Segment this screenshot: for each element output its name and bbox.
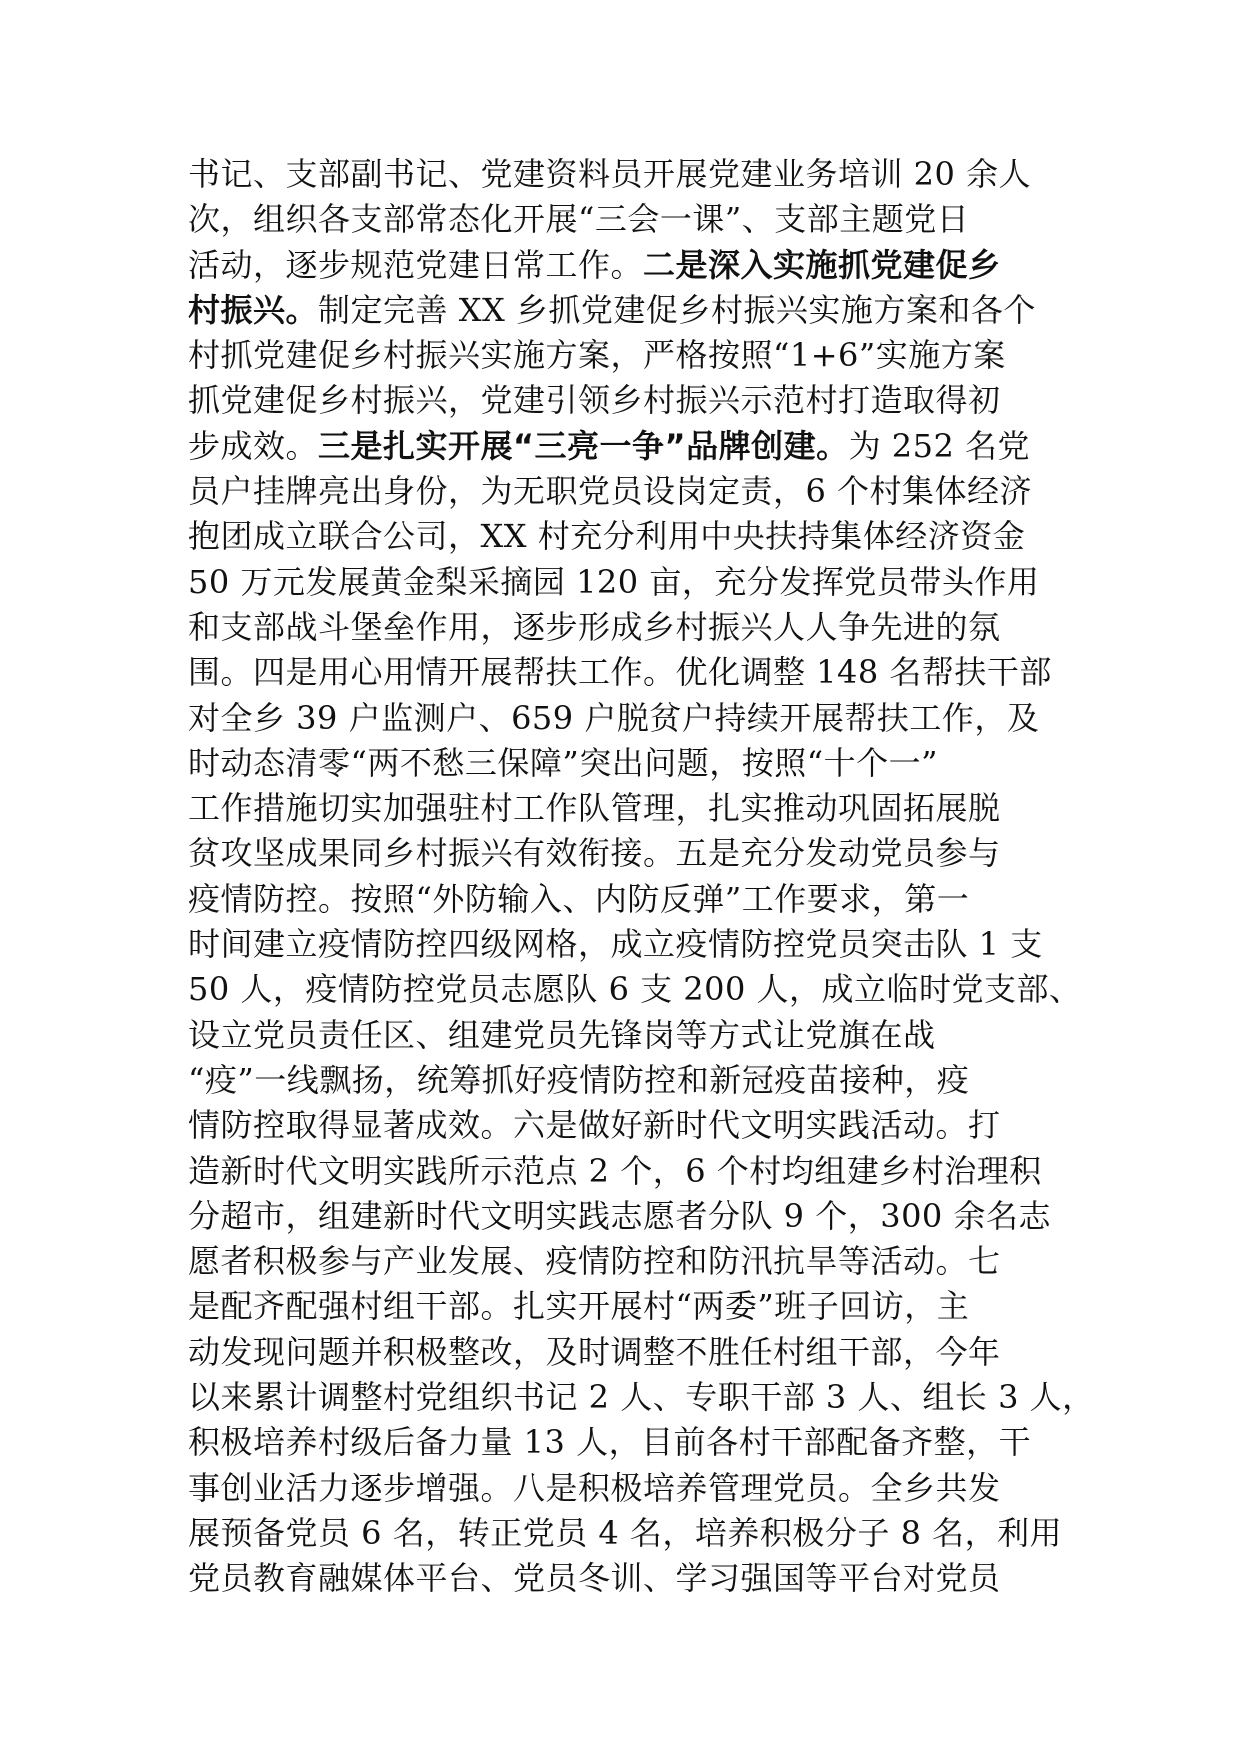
text-line [188, 831, 1088, 876]
text-run: “疫”一线飘扬，统筹抓好疫情防控和新冠疫苗接种，疫 [188, 1060, 970, 1099]
text-line [188, 650, 1088, 695]
text-run: 疫情防控。按照“外防输入、内防反弹”工作要求，第一 [188, 879, 970, 918]
text-run: 时间建立疫情防控四级网格，成立疫情防控党员突击队 1 支 [188, 925, 1043, 964]
text-line [188, 1420, 1088, 1465]
text-line [188, 967, 1088, 1012]
text-run: 动发现问题并积极整改，及时调整不胜任村组干部，今年 [188, 1332, 1001, 1371]
text-run: 以来累计调整村党组织书记 2 人、专职干部 3 人、组长 3 人， [188, 1378, 1095, 1417]
text-line [188, 1556, 1088, 1601]
text-line [188, 378, 1088, 423]
text-run: 工作措施切实加强驻村工作队管理，扎实推动巩固拓展脱 [188, 789, 1001, 828]
body-paragraph [188, 152, 1095, 1602]
text-line [188, 424, 1088, 469]
text-run: 制定完善 XX 乡抓党建促乡村振兴实施方案和各个 [318, 290, 1036, 329]
text-line [188, 333, 1088, 378]
text-run: 50 人，疫情防控党员志愿队 6 支 200 人，成立临时党支部、 [188, 970, 1082, 1009]
text-line [188, 1330, 1088, 1375]
text-run: 围。四是用心用情开展帮扶工作。优化调整 148 名帮扶干部 [188, 653, 1052, 692]
text-line [188, 1058, 1088, 1103]
text-line [188, 288, 1088, 333]
text-run: 50 万元发展黄金梨采摘园 120 亩，充分发挥党员带头作用 [188, 562, 1040, 601]
text-line [188, 197, 1088, 242]
text-run: 时动态清零“两不愁三保障”突出问题，按照“十个一” [188, 743, 938, 782]
text-line [188, 560, 1088, 605]
text-line [188, 1239, 1088, 1284]
text-run: 抱团成立联合公司，XX 村充分利用中央扶持集体经济资金 [188, 517, 1026, 556]
text-run: 和支部战斗堡垒作用，逐步形成乡村振兴人人争先进的氛 [188, 607, 1001, 646]
text-line [188, 152, 1088, 197]
text-run: 为 252 名党 [848, 426, 1031, 465]
text-run: 对全乡 39 户监测户、659 户脱贫户持续开展帮扶工作，及 [188, 698, 1040, 737]
text-line [188, 877, 1088, 922]
text-run: 贫攻坚成果同乡村振兴有效衔接。五是充分发动党员参与 [188, 834, 1001, 873]
text-line [188, 696, 1088, 741]
bold-heading-run: 村振兴。 [188, 290, 319, 329]
text-run: 是配齐配强村组干部。扎实开展村“两委”班子回访，主 [188, 1287, 970, 1326]
text-run: 书记、支部副书记、党建资料员开展党建业务培训 20 余人 [188, 155, 1032, 193]
text-line [188, 1284, 1088, 1329]
text-line [188, 605, 1088, 650]
text-run: 事创业活力逐步增强。八是积极培养管理党员。全乡共发 [188, 1468, 1001, 1507]
text-run: 活动，逐步规范党建日常工作。 [188, 245, 644, 284]
text-run: 设立党员责任区、组建党员先锋岗等方式让党旗在战 [188, 1015, 936, 1054]
text-run: 愿者积极参与产业发展、疫情防控和防汛抗旱等活动。七 [188, 1242, 1001, 1281]
text-line [188, 922, 1088, 967]
text-line [188, 1149, 1088, 1194]
text-run: 积极培养村级后备力量 13 人，目前各村干部配备齐整，干 [188, 1423, 1032, 1462]
text-run: 情防控取得显著成效。六是做好新时代文明实践活动。打 [188, 1106, 1001, 1145]
text-line [188, 243, 1088, 288]
text-line [188, 1466, 1088, 1511]
text-line [188, 1013, 1088, 1058]
text-run: 党员教育融媒体平台、党员冬训、学习强国等平台对党员 [188, 1559, 1001, 1598]
text-run: 次，组织各支部常态化开展“三会一课”、支部主题党日 [188, 200, 970, 239]
text-line [188, 1103, 1088, 1148]
bold-heading-run: 三是扎实开展“三亮一争”品牌创建。 [318, 426, 849, 465]
text-run: 步成效。 [188, 426, 319, 465]
text-run: 分超市，组建新时代文明实践志愿者分队 9 个，300 余名志 [188, 1196, 1051, 1235]
text-line [188, 1511, 1088, 1556]
bold-heading-run: 二是深入实施抓党建促乡 [643, 245, 1001, 284]
text-run: 展预备党员 6 名，转正党员 4 名，培养积极分子 8 名，利用 [188, 1513, 1063, 1552]
text-run: 村抓党建促乡村振兴实施方案，严格按照“1+6”实施方案 [188, 336, 1006, 375]
text-line [188, 1375, 1095, 1420]
text-run: 造新时代文明实践所示范点 2 个，6 个村均组建乡村治理积 [188, 1151, 1042, 1190]
text-line [188, 514, 1088, 559]
text-run: 抓党建促乡村振兴，党建引领乡村振兴示范村打造取得初 [188, 381, 1001, 420]
text-line [188, 786, 1088, 831]
text-line [188, 1194, 1088, 1239]
text-line [188, 469, 1088, 514]
text-run: 员户挂牌亮出身份，为无职党员设岗定责，6 个村集体经济 [188, 472, 1033, 511]
text-line [188, 741, 1088, 786]
